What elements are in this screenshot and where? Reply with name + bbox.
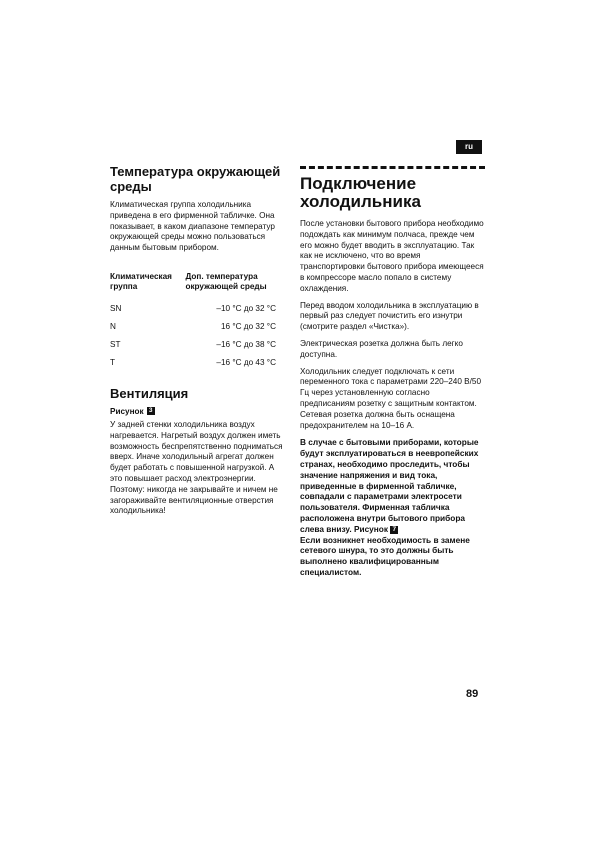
table-cell-range: –16 °C до 38 °C: [216, 339, 276, 349]
figure-label: Рисунок: [110, 406, 144, 416]
table-header-row: [110, 272, 285, 304]
figure-number-box: 3: [147, 407, 155, 415]
table-cell-range: –16 °C до 43 °C: [216, 357, 276, 367]
heading-ambient-temperature: Температура окружающей среды: [110, 164, 281, 194]
table-cell-group: SN: [110, 303, 122, 313]
cord-replacement-warning: Если возникнет необходимость в замене сетевого шнура, то это должны быть выполнено квалифицированным специалистом.: [300, 534, 470, 577]
figure-reference: [110, 407, 285, 416]
wait-before-use-paragraph: После установки бытового прибора необходимо подождать как минимум полчаса, прежде чем его можно будет вводить в эксплуатацию. Так как не исключено, что во время транспортировки бытового прибора имеющееся в компрессоре масло попало в систему охлаждения.: [300, 219, 484, 293]
table-row: [110, 358, 285, 376]
left-column: [110, 164, 285, 523]
heading-ventilation: Вентиляция: [110, 385, 189, 401]
socket-access-paragraph: Электрическая розетка должна быть легко доступна.: [300, 338, 463, 359]
figure-number-box: 7: [390, 526, 398, 534]
table-header-range: Доп. температура окружающей среды: [185, 271, 267, 291]
table-row: [110, 304, 285, 322]
clean-before-use-paragraph: Перед вводом холодильника в эксплуатацию в первый раз следует почистить его изнутри (смотрите раздел «Чистка»).: [300, 300, 479, 332]
table-cell-group: N: [110, 321, 116, 331]
table-row: [110, 340, 285, 358]
table-cell-range: –10 °C до 32 °C: [216, 303, 276, 313]
ventilation-paragraph: У задней стенки холодильника воздух нагревается. Нагретый воздух должен иметь возможность беспрепятственно подниматься вверх. Иначе холодильный агрегат должен будет работать с повышенной нагрузкой. А это повышает расход электроэнергии. Поэтому: никогда не закрывайте и ничем не загораживайте вентиляционные отверстия холодильника!: [110, 419, 283, 516]
climate-class-paragraph: Климатическая группа холодильника приведена в его фирменной табличке. Она показывает, в каком диапазоне температур окружающей среды можно пользоваться данным бытовым прибором.: [110, 200, 275, 253]
language-badge: ru: [456, 140, 482, 154]
table-cell-group: ST: [110, 339, 121, 349]
table-cell-group: T: [110, 357, 116, 367]
table-row: [110, 322, 285, 340]
heading-connecting-fridge: Подключение холодильника: [300, 174, 421, 211]
climate-class-table: [110, 272, 285, 376]
figure-label: Рисунок: [353, 523, 389, 534]
right-column: [300, 175, 485, 584]
non-european-warning: [300, 437, 485, 534]
non-european-warning-text: В случае с бытовыми приборами, которые будут эксплуатироваться в неевропейских странах, необходимо проследить, чтобы значение напряжения и вид тока, приведенные в фирменной табличке, совпадали с параметрами электросети пользователя. Фирменная табличка расположена внутри бытового прибора слева внизу.: [300, 437, 479, 534]
section-divider: [300, 166, 485, 169]
table-header-group: Климатическая группа: [110, 271, 172, 291]
page-number: 89: [466, 688, 479, 700]
power-supply-paragraph: Холодильник следует подключать к сети переменного тока с параметрами 220–240 В/50 Гц через установленную согласно предписаниям розетку с защитным контактом. Сетевая розетка должна быть оснащена предохранителем на 10–16 А.: [300, 366, 482, 430]
table-cell-range: 16 °C до 32 °C: [220, 321, 276, 331]
